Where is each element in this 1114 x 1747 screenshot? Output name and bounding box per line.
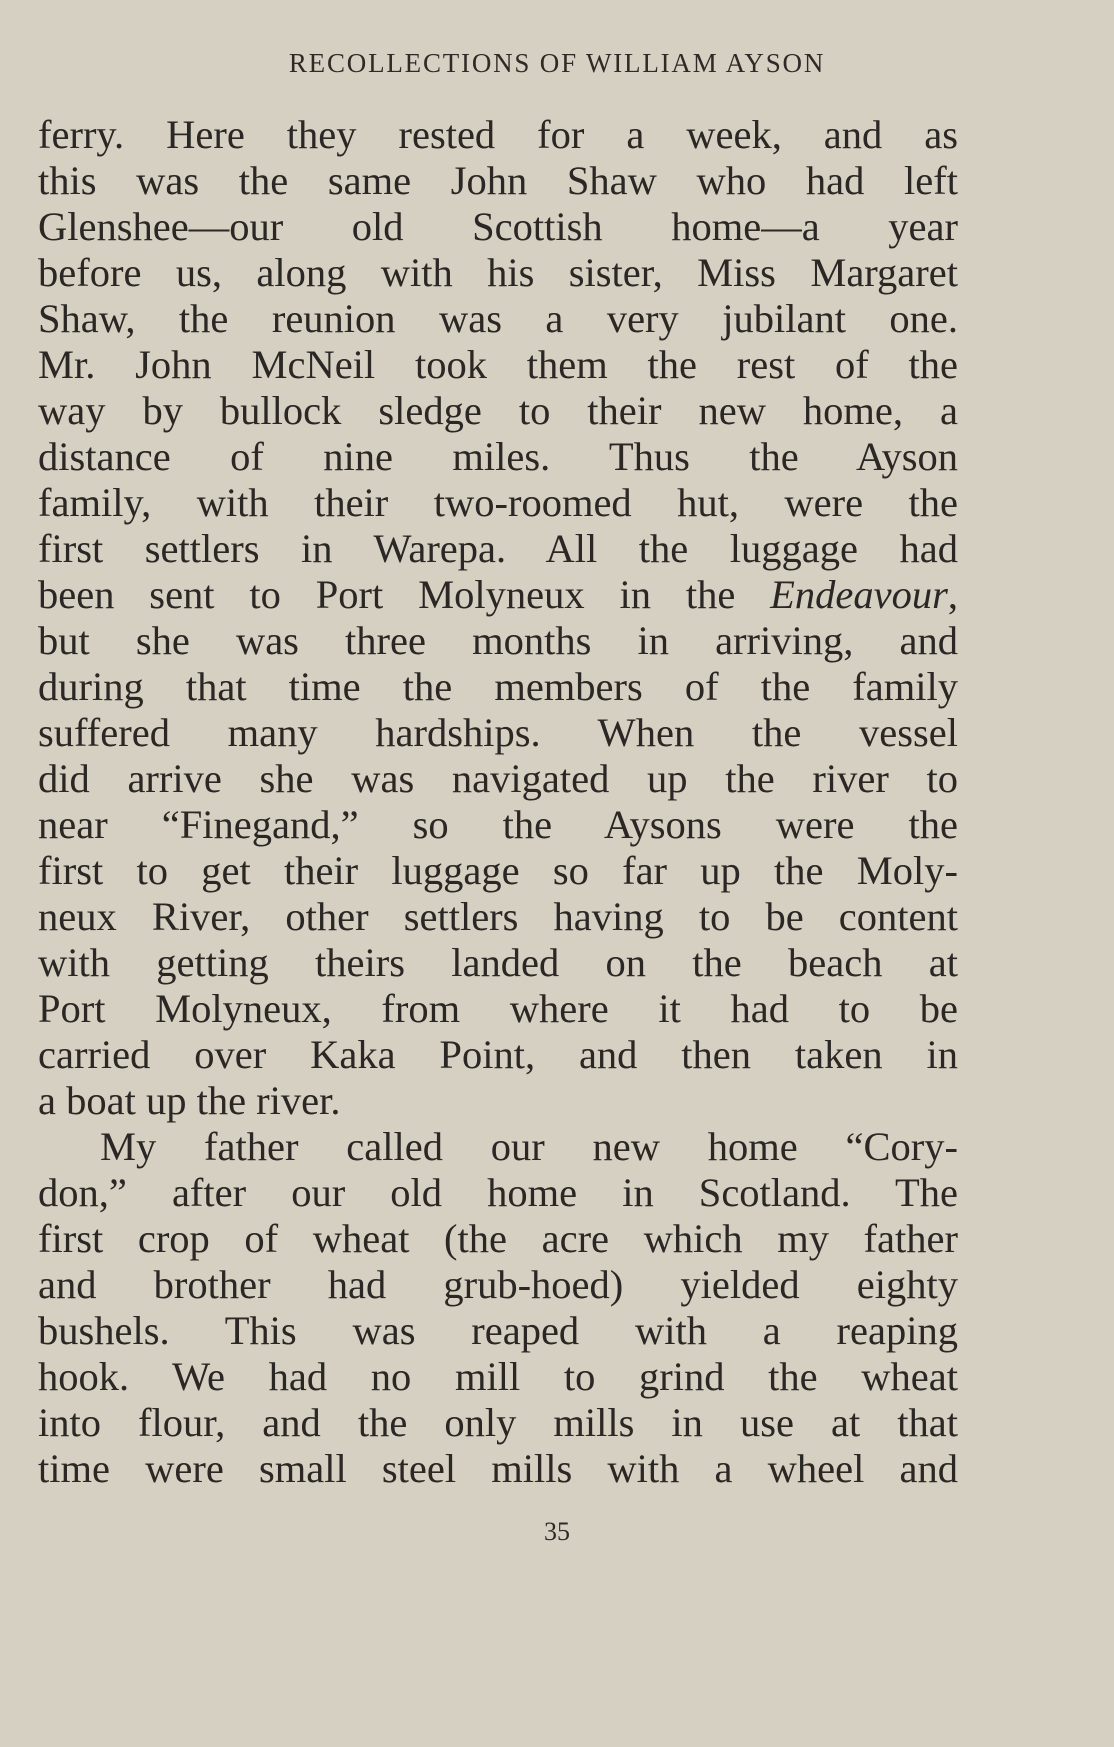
page-number: 35: [544, 1517, 570, 1546]
text-line: before us, along with his sister, Miss Margaret: [38, 250, 958, 295]
text-line: first to get their luggage so far up the Moly-: [38, 848, 958, 893]
text-line: first crop of wheat (the acre which my father: [38, 1216, 958, 1261]
text-line: suffered many hardships. When the vessel: [38, 710, 958, 755]
text-line: [38, 572, 958, 618]
text-line: My father called our new home “Cory-: [100, 1124, 958, 1169]
running-head: RECOLLECTIONS OF WILLIAM AYSON: [288, 48, 826, 78]
text-line: Mr. John McNeil took them the rest of the: [38, 342, 958, 387]
body-text: [38, 112, 958, 1492]
text-line: near “Finegand,” so the Aysons were the: [38, 802, 958, 847]
text-line: first settlers in Warepa. All the luggage had: [38, 526, 958, 571]
text-line: ferry. Here they rested for a week, and as: [38, 112, 958, 157]
ship-name: Endeavour: [770, 572, 948, 617]
text-line: carried over Kaka Point, and then taken in: [38, 1032, 958, 1077]
text-line: and brother had grub-hoed) yielded eighty: [38, 1262, 958, 1307]
text-line: don,” after our old home in Scotland. The: [38, 1170, 958, 1215]
text-line: with getting theirs landed on the beach at: [38, 940, 958, 985]
text-line: way by bullock sledge to their new home, a: [38, 388, 958, 433]
text-line: this was the same John Shaw who had left: [38, 158, 958, 203]
text-run: been sent to Port Molyneux in the: [38, 572, 771, 617]
text-line: distance of nine miles. Thus the Ayson: [38, 434, 958, 479]
text-line: Glenshee—our old Scottish home—a year: [38, 204, 958, 249]
text-line: during that time the members of the family: [38, 664, 958, 709]
text-run: ,: [947, 572, 958, 617]
text-line: did arrive she was navigated up the river to: [38, 756, 958, 801]
text-line: but she was three months in arriving, and: [38, 618, 958, 663]
text-line: a boat up the river.: [38, 1078, 341, 1123]
text-line: Port Molyneux, from where it had to be: [38, 986, 958, 1031]
text-line: Shaw, the reunion was a very jubilant one.: [38, 296, 958, 341]
text-line: bushels. This was reaped with a reaping: [38, 1308, 958, 1353]
text-line: family, with their two-roomed hut, were the: [38, 480, 958, 525]
text-line: hook. We had no mill to grind the wheat: [38, 1354, 958, 1399]
text-line: into flour, and the only mills in use at that: [38, 1400, 958, 1445]
text-line: time were small steel mills with a wheel and: [38, 1446, 958, 1491]
text-line: neux River, other settlers having to be content: [38, 894, 958, 939]
